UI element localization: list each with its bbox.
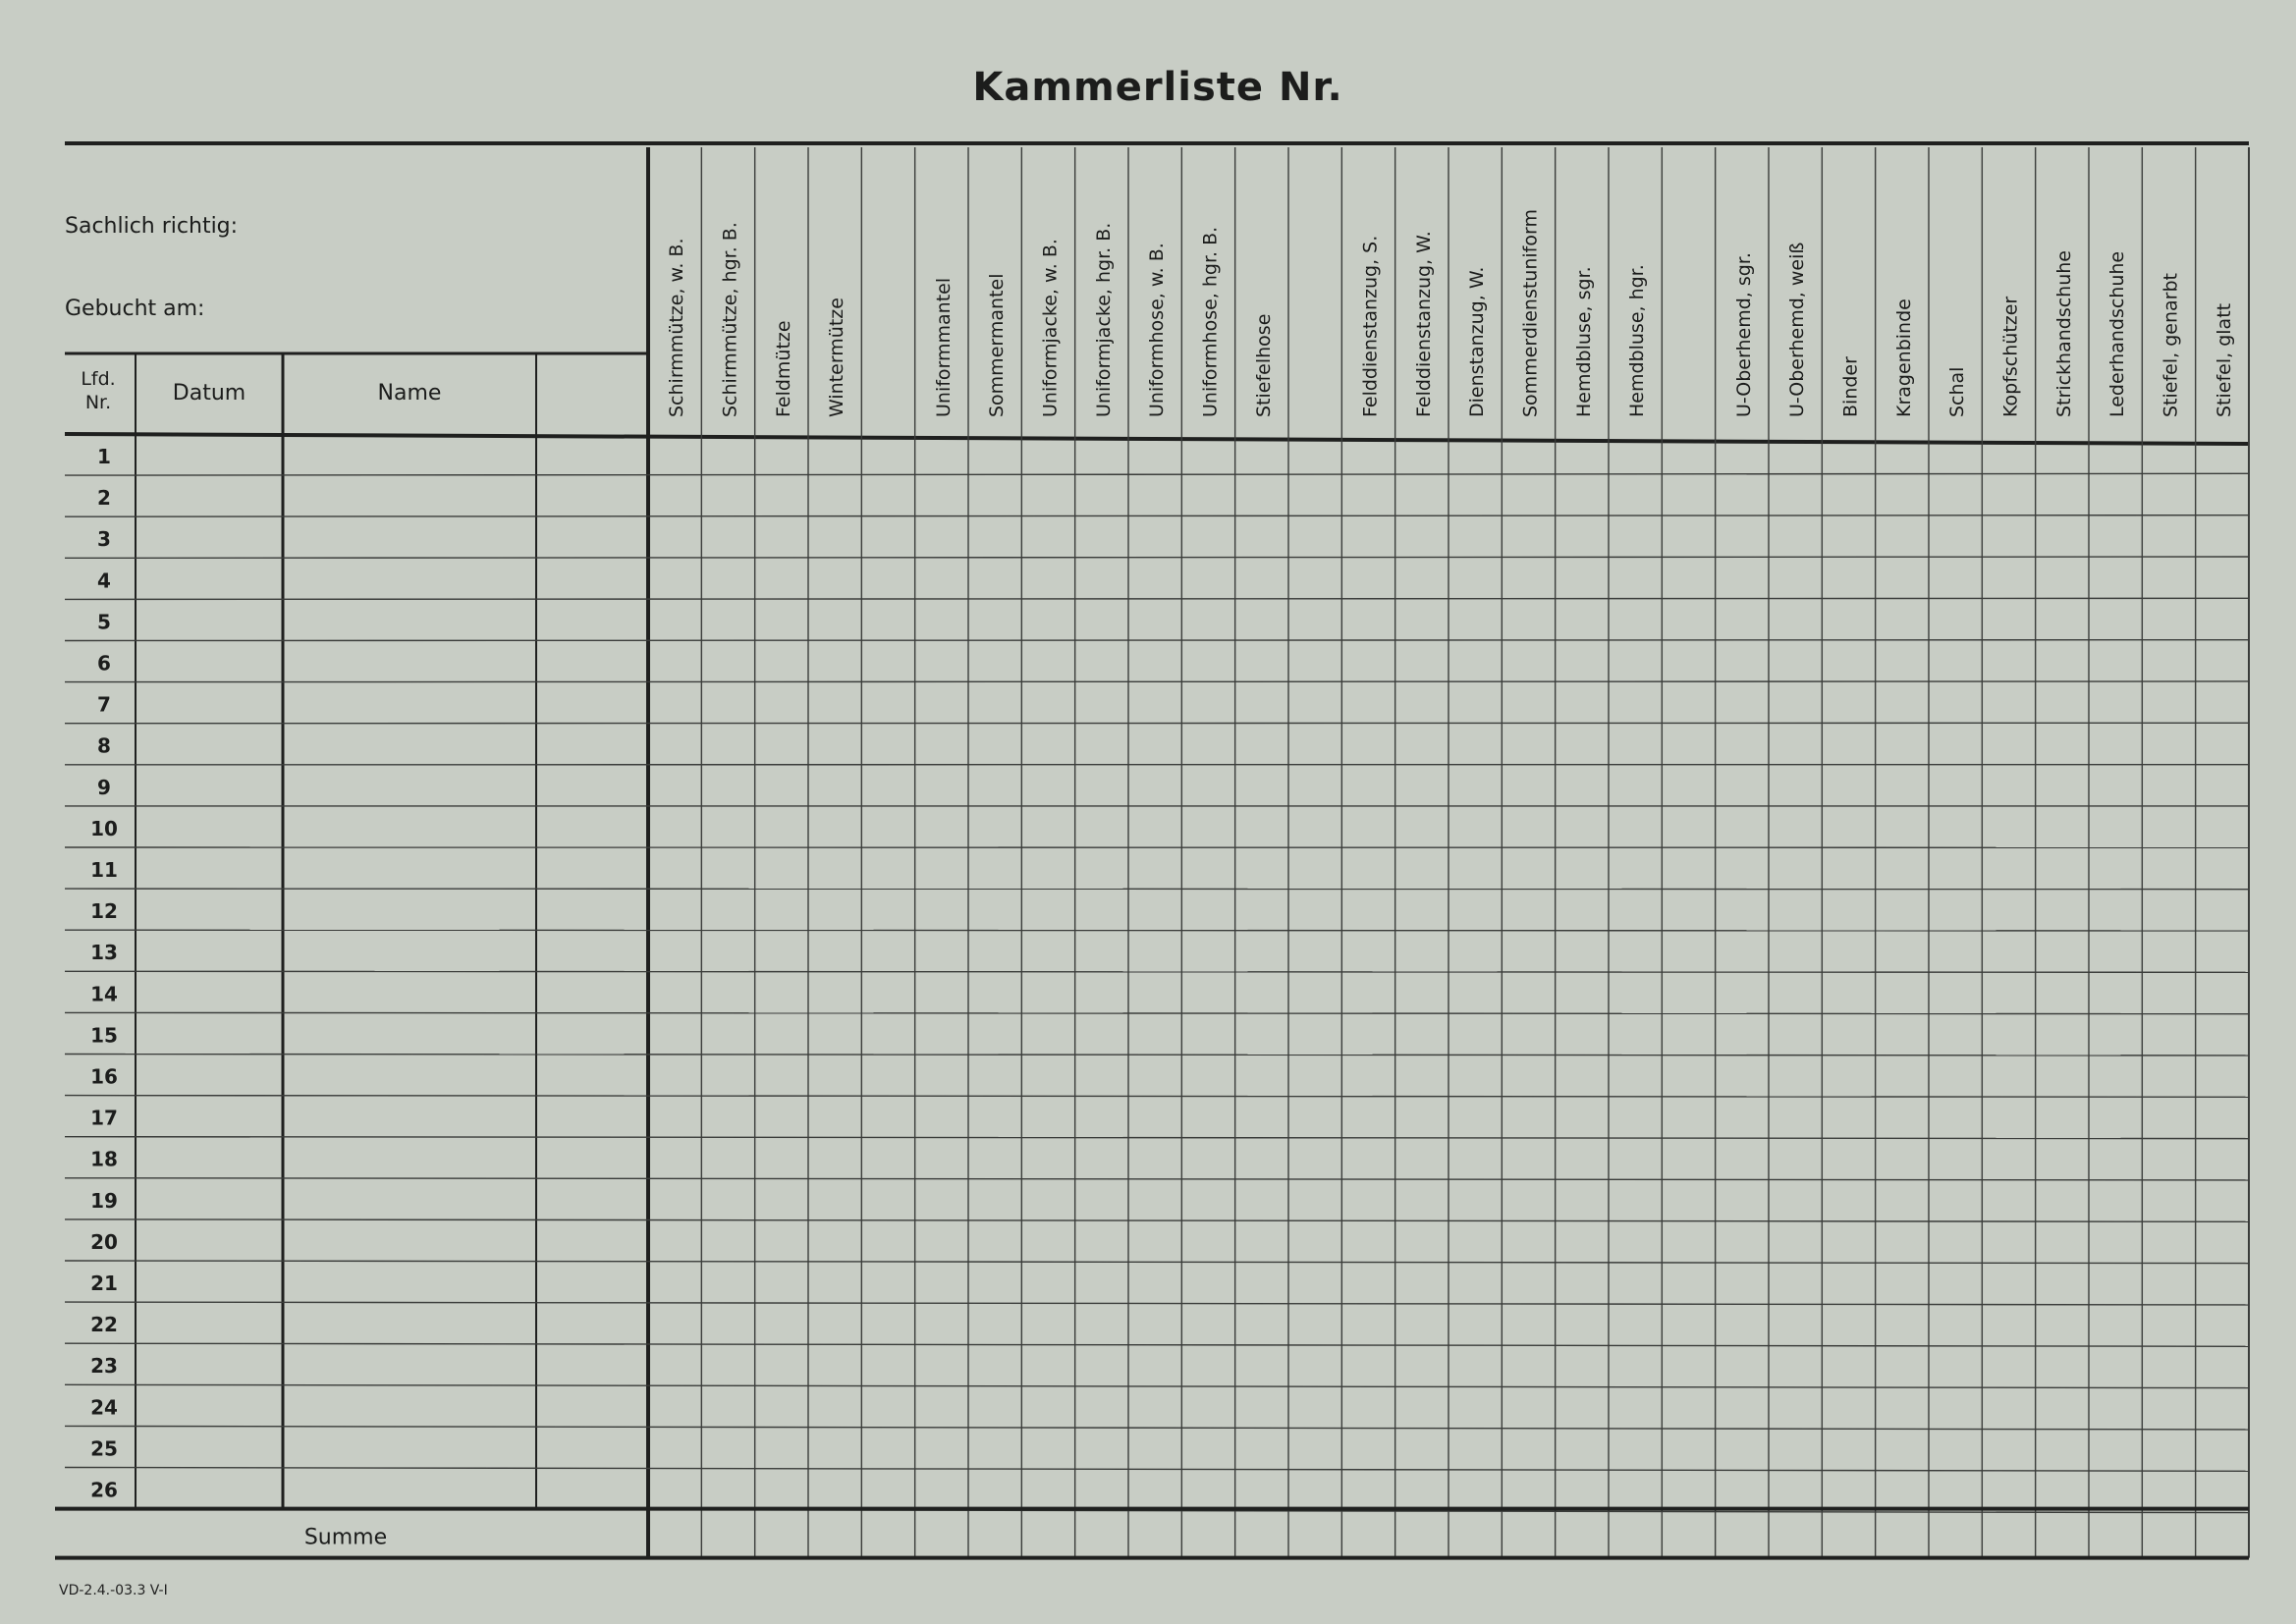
summe-label: Summe	[303, 1525, 388, 1550]
table-row	[65, 1302, 2249, 1305]
item-header-3: Feldmütze	[772, 320, 794, 417]
row-number: 11	[90, 858, 118, 882]
table-row	[65, 971, 2249, 972]
table-row	[65, 1384, 2249, 1387]
item-header-10: Uniformhose, w. B.	[1146, 243, 1169, 417]
row-number: 2	[97, 486, 111, 511]
table-row	[65, 1012, 2249, 1013]
item-header-21: U-Oberhemd, sgr.	[1732, 252, 1755, 417]
row-number: 3	[97, 527, 111, 552]
row-number: 22	[90, 1313, 118, 1337]
item-header-29: Stiefel, genarbt	[2159, 273, 2182, 417]
row-number: 6	[97, 651, 111, 676]
table-row	[65, 1468, 2249, 1472]
table-row	[65, 1096, 2249, 1098]
sachlich-richtig-label: Sachlich richtig:	[65, 214, 239, 239]
item-header-25: Schal	[1946, 366, 1969, 417]
lfd-header-line2: Nr.	[84, 392, 112, 413]
row-number: 4	[97, 568, 111, 593]
row-number: 1	[97, 445, 111, 468]
row-number: 25	[90, 1436, 118, 1461]
row-number: 15	[90, 1023, 118, 1048]
table-row	[65, 640, 2249, 641]
item-header-8: Uniformjacke, w. B.	[1039, 239, 1062, 417]
lfd-header-line1: Lfd.	[81, 368, 116, 390]
item-header-6: Uniformmantel	[932, 277, 955, 417]
name-header: Name	[377, 381, 442, 406]
form-title: Kammerliste Nr.	[972, 65, 1343, 110]
row-number: 14	[90, 982, 118, 1006]
row-number: 8	[97, 733, 111, 758]
row-number: 23	[90, 1354, 118, 1379]
table-row	[65, 681, 2249, 682]
item-header-15: Felddienstanzug, W.	[1412, 231, 1435, 417]
item-header-12: Stiefelhose	[1252, 313, 1275, 417]
table-row	[65, 1261, 2249, 1264]
item-header-27: Strickhandschuhe	[2052, 250, 2075, 417]
table-row	[65, 1219, 2249, 1221]
row-number: 12	[90, 899, 118, 924]
row-number: 7	[97, 692, 111, 717]
item-header-23: Binder	[1839, 356, 1862, 417]
row-number: 21	[90, 1272, 118, 1295]
header-bottom-rule	[65, 434, 2249, 444]
item-header-24: Kragenbinde	[1892, 298, 1915, 417]
table-row	[65, 1178, 2249, 1180]
item-header-26: Kopfschützer	[1999, 296, 2022, 417]
item-header-28: Lederhandschuhe	[2106, 250, 2129, 417]
row-number: 17	[90, 1106, 118, 1130]
table-row	[65, 1137, 2249, 1139]
item-header-16: Dienstanzug, W.	[1466, 266, 1489, 417]
row-number: 24	[90, 1395, 118, 1420]
datum-header: Datum	[172, 381, 246, 406]
row-number: 13	[90, 941, 118, 965]
item-header-4: Wintermütze	[826, 298, 848, 417]
row-number: 9	[97, 775, 111, 799]
item-header-17: Sommerdienstuniform	[1519, 209, 1542, 417]
row-number: 20	[90, 1229, 118, 1254]
item-header-14: Felddienstanzug, S.	[1359, 235, 1382, 417]
table-row	[65, 598, 2249, 599]
row-number: 26	[90, 1478, 118, 1502]
item-header-30: Stiefel, glatt	[2213, 302, 2235, 417]
item-header-18: Hemdbluse, sgr.	[1572, 266, 1595, 417]
row-number: 19	[90, 1188, 118, 1213]
row-number: 5	[97, 610, 111, 634]
item-header-22: U-Oberhemd, weiß	[1786, 242, 1809, 417]
item-header-19: Hemdbluse, hgr.	[1626, 264, 1649, 417]
row-number: 16	[90, 1064, 118, 1089]
table-row	[65, 930, 2249, 931]
row-number: 10	[90, 816, 118, 840]
table-row	[65, 473, 2249, 475]
item-header-11: Uniformhose, hgr. B.	[1199, 226, 1222, 417]
table-row	[65, 515, 2249, 517]
item-header-2: Schirmmütze, hgr. B.	[719, 222, 741, 417]
form-code: VD-2.4.-03.3 V-I	[59, 1583, 168, 1598]
gebucht-am-label: Gebucht am:	[65, 297, 205, 321]
table-row	[65, 1055, 2249, 1056]
table-row	[65, 889, 2249, 890]
table-row	[65, 1343, 2249, 1346]
item-header-7: Sommermantel	[986, 273, 1009, 417]
row-number: 18	[90, 1147, 118, 1171]
item-header-1: Schirmmütze, w. B.	[666, 238, 688, 417]
table-row	[65, 557, 2249, 558]
table-row	[65, 1426, 2249, 1430]
item-header-9: Uniformjacke, hgr. B.	[1092, 222, 1115, 417]
